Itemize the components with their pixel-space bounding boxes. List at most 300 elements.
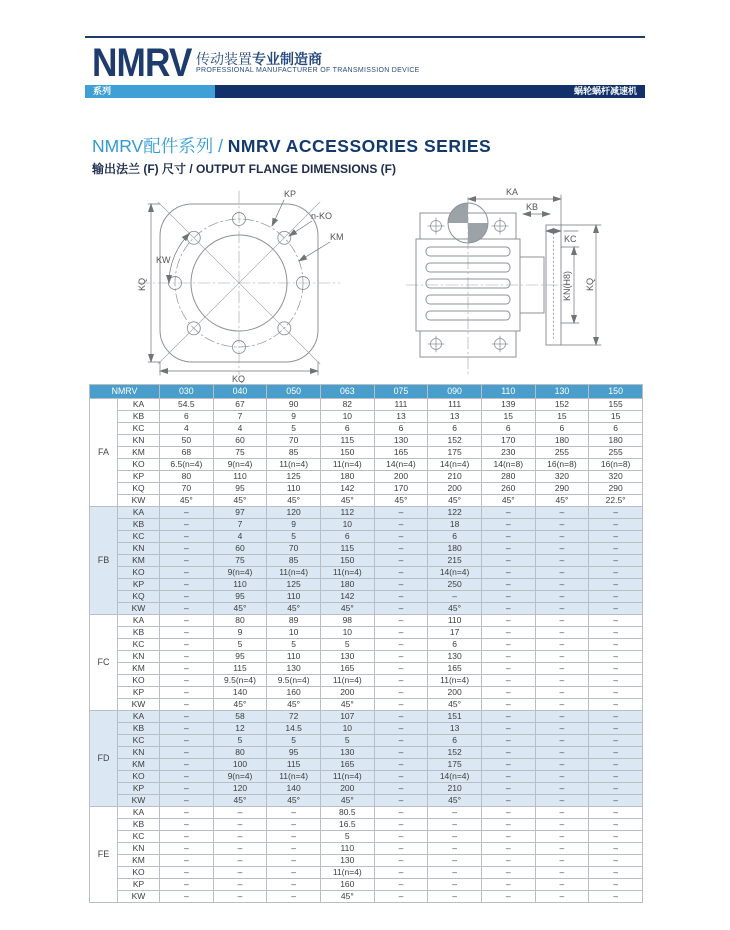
value-cell: 45° <box>374 495 428 507</box>
value-cell: – <box>213 891 267 903</box>
value-cell: – <box>535 735 589 747</box>
value-cell: – <box>428 819 482 831</box>
value-cell: – <box>374 567 428 579</box>
value-cell: 125 <box>267 471 321 483</box>
value-cell: 70 <box>267 435 321 447</box>
value-cell: 6 <box>320 531 374 543</box>
value-cell: – <box>160 603 214 615</box>
value-cell: 54.5 <box>160 399 214 411</box>
value-cell: – <box>535 591 589 603</box>
value-cell: 10 <box>320 411 374 423</box>
value-cell: – <box>589 687 643 699</box>
value-cell: 140 <box>267 783 321 795</box>
value-cell: 15 <box>481 411 535 423</box>
value-cell: – <box>589 639 643 651</box>
dim-label: KA <box>118 399 160 411</box>
value-cell: 160 <box>267 687 321 699</box>
value-cell: 6 <box>320 423 374 435</box>
value-cell: – <box>589 819 643 831</box>
dim-label: KA <box>118 507 160 519</box>
dim-label-kq-horizontal: KQ <box>232 374 246 383</box>
dim-label: KN <box>118 435 160 447</box>
value-cell: 11(n=4) <box>267 459 321 471</box>
table-row <box>90 639 643 651</box>
value-cell: – <box>481 603 535 615</box>
table-header-size-050: 050 <box>267 385 321 399</box>
value-cell: – <box>589 711 643 723</box>
value-cell: 82 <box>320 399 374 411</box>
value-cell: – <box>535 843 589 855</box>
value-cell: 95 <box>267 747 321 759</box>
value-cell: – <box>160 639 214 651</box>
value-cell: – <box>160 795 214 807</box>
value-cell: – <box>589 567 643 579</box>
value-cell: 110 <box>267 591 321 603</box>
value-cell: 130 <box>320 855 374 867</box>
value-cell: – <box>428 855 482 867</box>
value-cell: 6 <box>160 411 214 423</box>
value-cell: 72 <box>267 711 321 723</box>
value-cell: – <box>535 855 589 867</box>
series-bar <box>85 85 645 98</box>
table-row <box>90 411 643 423</box>
value-cell: 125 <box>267 579 321 591</box>
table-header-size-030: 030 <box>160 385 214 399</box>
value-cell: 95 <box>213 591 267 603</box>
value-cell: 170 <box>374 483 428 495</box>
value-cell: 45° <box>535 495 589 507</box>
table-row <box>90 831 643 843</box>
value-cell: 9 <box>267 411 321 423</box>
dim-label: KP <box>118 783 160 795</box>
value-cell: 14(n=4) <box>428 459 482 471</box>
value-cell: 210 <box>428 783 482 795</box>
value-cell: 230 <box>481 447 535 459</box>
value-cell: – <box>160 867 214 879</box>
header-rule <box>85 36 645 38</box>
brand-logo: NMRV <box>92 41 192 85</box>
value-cell: 60 <box>213 435 267 447</box>
table-row <box>90 627 643 639</box>
value-cell: – <box>160 855 214 867</box>
table-row <box>90 603 643 615</box>
value-cell: 80 <box>213 615 267 627</box>
table-row <box>90 507 643 519</box>
value-cell: – <box>160 891 214 903</box>
value-cell: – <box>160 531 214 543</box>
value-cell: – <box>160 663 214 675</box>
value-cell: 85 <box>267 555 321 567</box>
value-cell: 13 <box>374 411 428 423</box>
value-cell: 151 <box>428 711 482 723</box>
table-header-model: NMRV <box>90 385 160 399</box>
value-cell: – <box>374 639 428 651</box>
value-cell: 6 <box>481 423 535 435</box>
value-cell: – <box>481 711 535 723</box>
value-cell: – <box>481 819 535 831</box>
value-cell: – <box>428 807 482 819</box>
value-cell: – <box>535 567 589 579</box>
table-row <box>90 735 643 747</box>
value-cell: 152 <box>535 399 589 411</box>
table-header-size-150: 150 <box>589 385 643 399</box>
value-cell: 111 <box>428 399 482 411</box>
table-row <box>90 795 643 807</box>
value-cell: 9(n=4) <box>213 459 267 471</box>
value-cell: – <box>481 555 535 567</box>
value-cell: 80 <box>213 747 267 759</box>
value-cell: – <box>374 543 428 555</box>
value-cell: 12 <box>213 723 267 735</box>
table-row <box>90 447 643 459</box>
value-cell: – <box>589 507 643 519</box>
value-cell: 80 <box>160 471 214 483</box>
value-cell: 11(n=4) <box>320 867 374 879</box>
value-cell: 111 <box>374 399 428 411</box>
value-cell: – <box>160 783 214 795</box>
value-cell: – <box>160 807 214 819</box>
value-cell: 45° <box>320 891 374 903</box>
brand-tagline-cn <box>196 49 322 69</box>
value-cell: – <box>589 807 643 819</box>
value-cell: 14(n=8) <box>481 459 535 471</box>
value-cell: – <box>481 759 535 771</box>
flange-table-body <box>90 399 643 903</box>
value-cell: – <box>481 699 535 711</box>
value-cell: 5 <box>213 735 267 747</box>
value-cell: – <box>160 555 214 567</box>
dim-label: KQ <box>118 483 160 495</box>
page-title <box>92 133 491 158</box>
value-cell: – <box>160 723 214 735</box>
value-cell: – <box>481 843 535 855</box>
value-cell: – <box>160 771 214 783</box>
flange-table <box>89 384 643 903</box>
dim-label: KM <box>118 855 160 867</box>
value-cell: – <box>589 519 643 531</box>
value-cell: – <box>160 711 214 723</box>
value-cell: – <box>374 579 428 591</box>
value-cell: 9.5(n=4) <box>213 675 267 687</box>
value-cell: – <box>374 759 428 771</box>
dim-label: KW <box>118 795 160 807</box>
value-cell: – <box>160 687 214 699</box>
value-cell: – <box>589 843 643 855</box>
value-cell: 90 <box>267 399 321 411</box>
dim-label-nko: n-KO <box>311 211 333 221</box>
value-cell: 150 <box>320 555 374 567</box>
value-cell: 45° <box>213 495 267 507</box>
value-cell: 175 <box>428 759 482 771</box>
value-cell: 16(n=8) <box>589 459 643 471</box>
value-cell: 200 <box>428 483 482 495</box>
value-cell: 280 <box>481 471 535 483</box>
value-cell: 120 <box>267 507 321 519</box>
value-cell: 5 <box>267 735 321 747</box>
table-row <box>90 483 643 495</box>
tagline-cn-light: 传动装置 <box>196 51 252 67</box>
value-cell: – <box>428 831 482 843</box>
dim-label-kq-vertical: KQ <box>137 277 147 291</box>
table-row <box>90 543 643 555</box>
value-cell: 11(n=4) <box>428 675 482 687</box>
value-cell: 165 <box>320 663 374 675</box>
value-cell: 180 <box>428 543 482 555</box>
table-row <box>90 675 643 687</box>
value-cell: – <box>428 867 482 879</box>
value-cell: 165 <box>320 759 374 771</box>
value-cell: 45° <box>267 699 321 711</box>
dim-label-kc: KC <box>564 234 577 244</box>
value-cell: 139 <box>481 399 535 411</box>
group-label-fc: FC <box>90 615 118 711</box>
value-cell: – <box>535 531 589 543</box>
dim-label: KN <box>118 747 160 759</box>
dim-label: KN <box>118 651 160 663</box>
value-cell: 210 <box>428 471 482 483</box>
value-cell: – <box>535 879 589 891</box>
value-cell: – <box>481 627 535 639</box>
table-row <box>90 711 643 723</box>
dim-label: KP <box>118 879 160 891</box>
value-cell: – <box>374 531 428 543</box>
value-cell: – <box>535 579 589 591</box>
table-row <box>90 687 643 699</box>
dim-label-km: KM <box>330 232 344 242</box>
value-cell: 15 <box>535 411 589 423</box>
dim-label: KC <box>118 735 160 747</box>
value-cell: 95 <box>213 651 267 663</box>
value-cell: 200 <box>374 471 428 483</box>
table-header-size-110: 110 <box>481 385 535 399</box>
brand-tagline-en: PROFESSIONAL MANUFACTURER OF TRANSMISSION DEVICE <box>196 67 420 74</box>
value-cell: – <box>589 675 643 687</box>
value-cell: – <box>213 831 267 843</box>
value-cell: 215 <box>428 555 482 567</box>
value-cell: – <box>481 615 535 627</box>
value-cell: 45° <box>267 795 321 807</box>
dim-label: KO <box>118 567 160 579</box>
value-cell: – <box>267 819 321 831</box>
value-cell: 45° <box>267 603 321 615</box>
value-cell: 130 <box>320 651 374 663</box>
value-cell: – <box>589 771 643 783</box>
value-cell: – <box>160 747 214 759</box>
value-cell: – <box>589 867 643 879</box>
value-cell: – <box>374 783 428 795</box>
value-cell: 130 <box>428 651 482 663</box>
value-cell: 130 <box>374 435 428 447</box>
value-cell: 110 <box>267 483 321 495</box>
value-cell: 4 <box>213 531 267 543</box>
value-cell: – <box>535 867 589 879</box>
value-cell: – <box>160 579 214 591</box>
dim-label-ka: KA <box>506 187 519 197</box>
value-cell: 6 <box>535 423 589 435</box>
value-cell: – <box>481 771 535 783</box>
value-cell: – <box>589 531 643 543</box>
value-cell: – <box>535 555 589 567</box>
value-cell: – <box>589 603 643 615</box>
value-cell: – <box>481 543 535 555</box>
dim-label: KB <box>118 819 160 831</box>
dim-label: KB <box>118 627 160 639</box>
dim-label: KO <box>118 867 160 879</box>
dim-label: KC <box>118 531 160 543</box>
dim-label-kq-side: KQ <box>585 277 595 291</box>
value-cell: – <box>267 807 321 819</box>
value-cell: 180 <box>320 579 374 591</box>
value-cell: 45° <box>267 495 321 507</box>
value-cell: – <box>589 831 643 843</box>
value-cell: – <box>428 879 482 891</box>
dim-label: KP <box>118 687 160 699</box>
series-label: 系列 <box>85 85 215 98</box>
value-cell: 68 <box>160 447 214 459</box>
value-cell: – <box>160 831 214 843</box>
dim-label: KQ <box>118 591 160 603</box>
value-cell: – <box>481 795 535 807</box>
table-header-size-130: 130 <box>535 385 589 399</box>
value-cell: – <box>481 675 535 687</box>
dim-label: KP <box>118 471 160 483</box>
value-cell: – <box>481 519 535 531</box>
table-row <box>90 747 643 759</box>
table-row <box>90 471 643 483</box>
value-cell: – <box>481 639 535 651</box>
value-cell: – <box>160 627 214 639</box>
value-cell: – <box>374 591 428 603</box>
value-cell: – <box>535 771 589 783</box>
dim-label: KC <box>118 831 160 843</box>
value-cell: 160 <box>320 879 374 891</box>
value-cell: 6 <box>428 639 482 651</box>
value-cell: – <box>374 771 428 783</box>
page-subtitle: 输出法兰 (F) 尺寸 / OUTPUT FLANGE DIMENSIONS (F) <box>92 162 396 176</box>
value-cell: 112 <box>320 507 374 519</box>
series-product-label: 蜗轮蜗杆减速机 <box>215 85 645 98</box>
value-cell: 45° <box>213 699 267 711</box>
table-header-size-063: 063 <box>320 385 374 399</box>
table-row <box>90 699 643 711</box>
value-cell: 14(n=4) <box>428 567 482 579</box>
value-cell: – <box>589 723 643 735</box>
value-cell: 110 <box>267 651 321 663</box>
value-cell: – <box>535 627 589 639</box>
dim-label: KC <box>118 639 160 651</box>
value-cell: 16(n=8) <box>535 459 589 471</box>
value-cell: – <box>589 795 643 807</box>
value-cell: 110 <box>320 843 374 855</box>
value-cell: – <box>481 687 535 699</box>
value-cell: – <box>535 807 589 819</box>
value-cell: – <box>481 507 535 519</box>
value-cell: 70 <box>267 543 321 555</box>
value-cell: 18 <box>428 519 482 531</box>
dim-label: KA <box>118 807 160 819</box>
value-cell: – <box>589 615 643 627</box>
value-cell: – <box>535 615 589 627</box>
value-cell: – <box>535 543 589 555</box>
value-cell: 45° <box>320 603 374 615</box>
value-cell: 45° <box>320 699 374 711</box>
value-cell: 130 <box>267 663 321 675</box>
value-cell: – <box>589 783 643 795</box>
group-label-fe: FE <box>90 807 118 903</box>
value-cell: 45° <box>213 603 267 615</box>
value-cell: – <box>160 675 214 687</box>
dim-label: KM <box>118 663 160 675</box>
value-cell: – <box>535 603 589 615</box>
value-cell: 70 <box>160 483 214 495</box>
value-cell: 152 <box>428 435 482 447</box>
value-cell: – <box>589 735 643 747</box>
value-cell: – <box>589 651 643 663</box>
table-header-size-075: 075 <box>374 385 428 399</box>
value-cell: 14.5 <box>267 723 321 735</box>
table-row <box>90 771 643 783</box>
value-cell: 60 <box>213 543 267 555</box>
value-cell: 45° <box>213 795 267 807</box>
value-cell: – <box>535 783 589 795</box>
value-cell: 250 <box>428 579 482 591</box>
value-cell: 45° <box>320 495 374 507</box>
value-cell: 120 <box>213 783 267 795</box>
tagline-cn-bold: 专业制造商 <box>252 51 322 67</box>
value-cell: 6 <box>428 423 482 435</box>
value-cell: 45° <box>428 603 482 615</box>
value-cell: 5 <box>320 735 374 747</box>
value-cell: 7 <box>213 519 267 531</box>
value-cell: 142 <box>320 483 374 495</box>
value-cell: – <box>160 543 214 555</box>
value-cell: – <box>374 711 428 723</box>
value-cell: – <box>374 819 428 831</box>
value-cell: – <box>374 687 428 699</box>
table-header-size-040: 040 <box>213 385 267 399</box>
value-cell: – <box>589 879 643 891</box>
value-cell: – <box>428 891 482 903</box>
value-cell: – <box>535 699 589 711</box>
value-cell: – <box>160 507 214 519</box>
value-cell: – <box>481 723 535 735</box>
value-cell: 16.5 <box>320 819 374 831</box>
value-cell: – <box>589 759 643 771</box>
value-cell: – <box>374 555 428 567</box>
value-cell: 10 <box>320 519 374 531</box>
table-row <box>90 495 643 507</box>
table-row <box>90 723 643 735</box>
value-cell: – <box>535 651 589 663</box>
value-cell: – <box>589 555 643 567</box>
value-cell: 9 <box>267 519 321 531</box>
value-cell: – <box>535 819 589 831</box>
value-cell: 200 <box>320 687 374 699</box>
value-cell: 11(n=4) <box>320 771 374 783</box>
value-cell: – <box>589 663 643 675</box>
value-cell: – <box>267 855 321 867</box>
dim-label: KP <box>118 579 160 591</box>
value-cell: 13 <box>428 723 482 735</box>
value-cell: 13 <box>428 411 482 423</box>
flange-table-head-row <box>90 385 643 399</box>
value-cell: – <box>589 591 643 603</box>
value-cell: – <box>213 855 267 867</box>
value-cell: 150 <box>320 447 374 459</box>
value-cell: 11(n=4) <box>267 771 321 783</box>
value-cell: – <box>481 735 535 747</box>
value-cell: 320 <box>589 471 643 483</box>
